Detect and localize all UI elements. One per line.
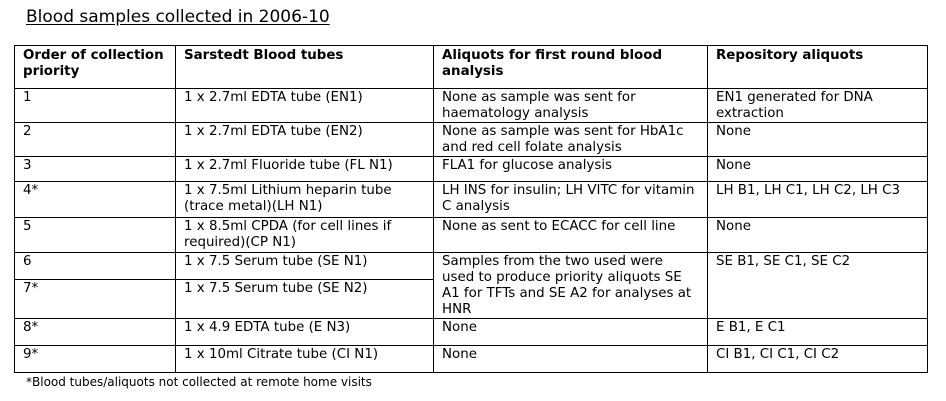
cell-tube: 1 x 2.7ml Fluoride tube (FL N1) xyxy=(176,157,434,182)
cell-order: 5 xyxy=(15,218,176,253)
cell-aliquots: FLA1 for glucose analysis xyxy=(434,157,708,182)
cell-aliquots: None as sample was sent for HbA1c and red cell folate analysis xyxy=(434,123,708,157)
table-row xyxy=(15,346,928,373)
cell-aliquots: None as sent to ECACC for cell line xyxy=(434,218,708,253)
cell-repository: SE B1, SE C1, SE C2 xyxy=(708,253,928,319)
cell-repository: None xyxy=(708,157,928,182)
table-row xyxy=(15,319,928,346)
cell-order: 3 xyxy=(15,157,176,182)
cell-repository: E B1, E C1 xyxy=(708,319,928,346)
table-row xyxy=(15,157,928,182)
cell-order: 6 xyxy=(15,253,176,280)
cell-aliquots: None xyxy=(434,346,708,373)
cell-tube: 1 x 2.7ml EDTA tube (EN1) xyxy=(176,89,434,123)
header-first-round-aliquots: Aliquots for first round blood analysis xyxy=(434,46,708,89)
cell-tube: 1 x 10ml Citrate tube (CI N1) xyxy=(176,346,434,373)
table-header-row xyxy=(15,46,928,89)
header-tubes: Sarstedt Blood tubes xyxy=(176,46,434,89)
cell-order: 1 xyxy=(15,89,176,123)
table-row xyxy=(15,123,928,157)
cell-tube: 1 x 7.5ml Lithium heparin tube (trace metal)(LH N1) xyxy=(176,182,434,218)
cell-aliquots: None xyxy=(434,319,708,346)
cell-repository: LH B1, LH C1, LH C2, LH C3 xyxy=(708,182,928,218)
cell-order: 8* xyxy=(15,319,176,346)
cell-order: 4* xyxy=(15,182,176,218)
cell-aliquots: None as sample was sent for haematology analysis xyxy=(434,89,708,123)
cell-order: 7* xyxy=(15,279,176,318)
cell-aliquots: Samples from the two used were used to produce priority aliquots SE A1 for TFTs and SE A2 for analyses at HNR xyxy=(434,253,708,319)
table-row xyxy=(15,182,928,218)
footnote: *Blood tubes/aliquots not collected at remote home visits xyxy=(26,375,372,389)
cell-aliquots: LH INS for insulin; LH VITC for vitamin C analysis xyxy=(434,182,708,218)
table-row xyxy=(15,89,928,123)
cell-tube: 1 x 2.7ml EDTA tube (EN2) xyxy=(176,123,434,157)
header-repository-aliquots: Repository aliquots xyxy=(708,46,928,89)
blood-samples-table xyxy=(14,45,928,373)
cell-tube: 1 x 4.9 EDTA tube (E N3) xyxy=(176,319,434,346)
cell-repository: CI B1, CI C1, CI C2 xyxy=(708,346,928,373)
cell-tube: 1 x 8.5ml CPDA (for cell lines if required)(CP N1) xyxy=(176,218,434,253)
cell-repository: None xyxy=(708,218,928,253)
table-row xyxy=(15,218,928,253)
cell-tube: 1 x 7.5 Serum tube (SE N2) xyxy=(176,279,434,318)
page-title: Blood samples collected in 2006-10 xyxy=(26,7,330,27)
cell-tube: 1 x 7.5 Serum tube (SE N1) xyxy=(176,253,434,280)
cell-repository: None xyxy=(708,123,928,157)
cell-repository: EN1 generated for DNA extraction xyxy=(708,89,928,123)
cell-order: 2 xyxy=(15,123,176,157)
header-order: Order of collection priority xyxy=(15,46,176,89)
table-row xyxy=(15,253,928,280)
cell-order: 9* xyxy=(15,346,176,373)
